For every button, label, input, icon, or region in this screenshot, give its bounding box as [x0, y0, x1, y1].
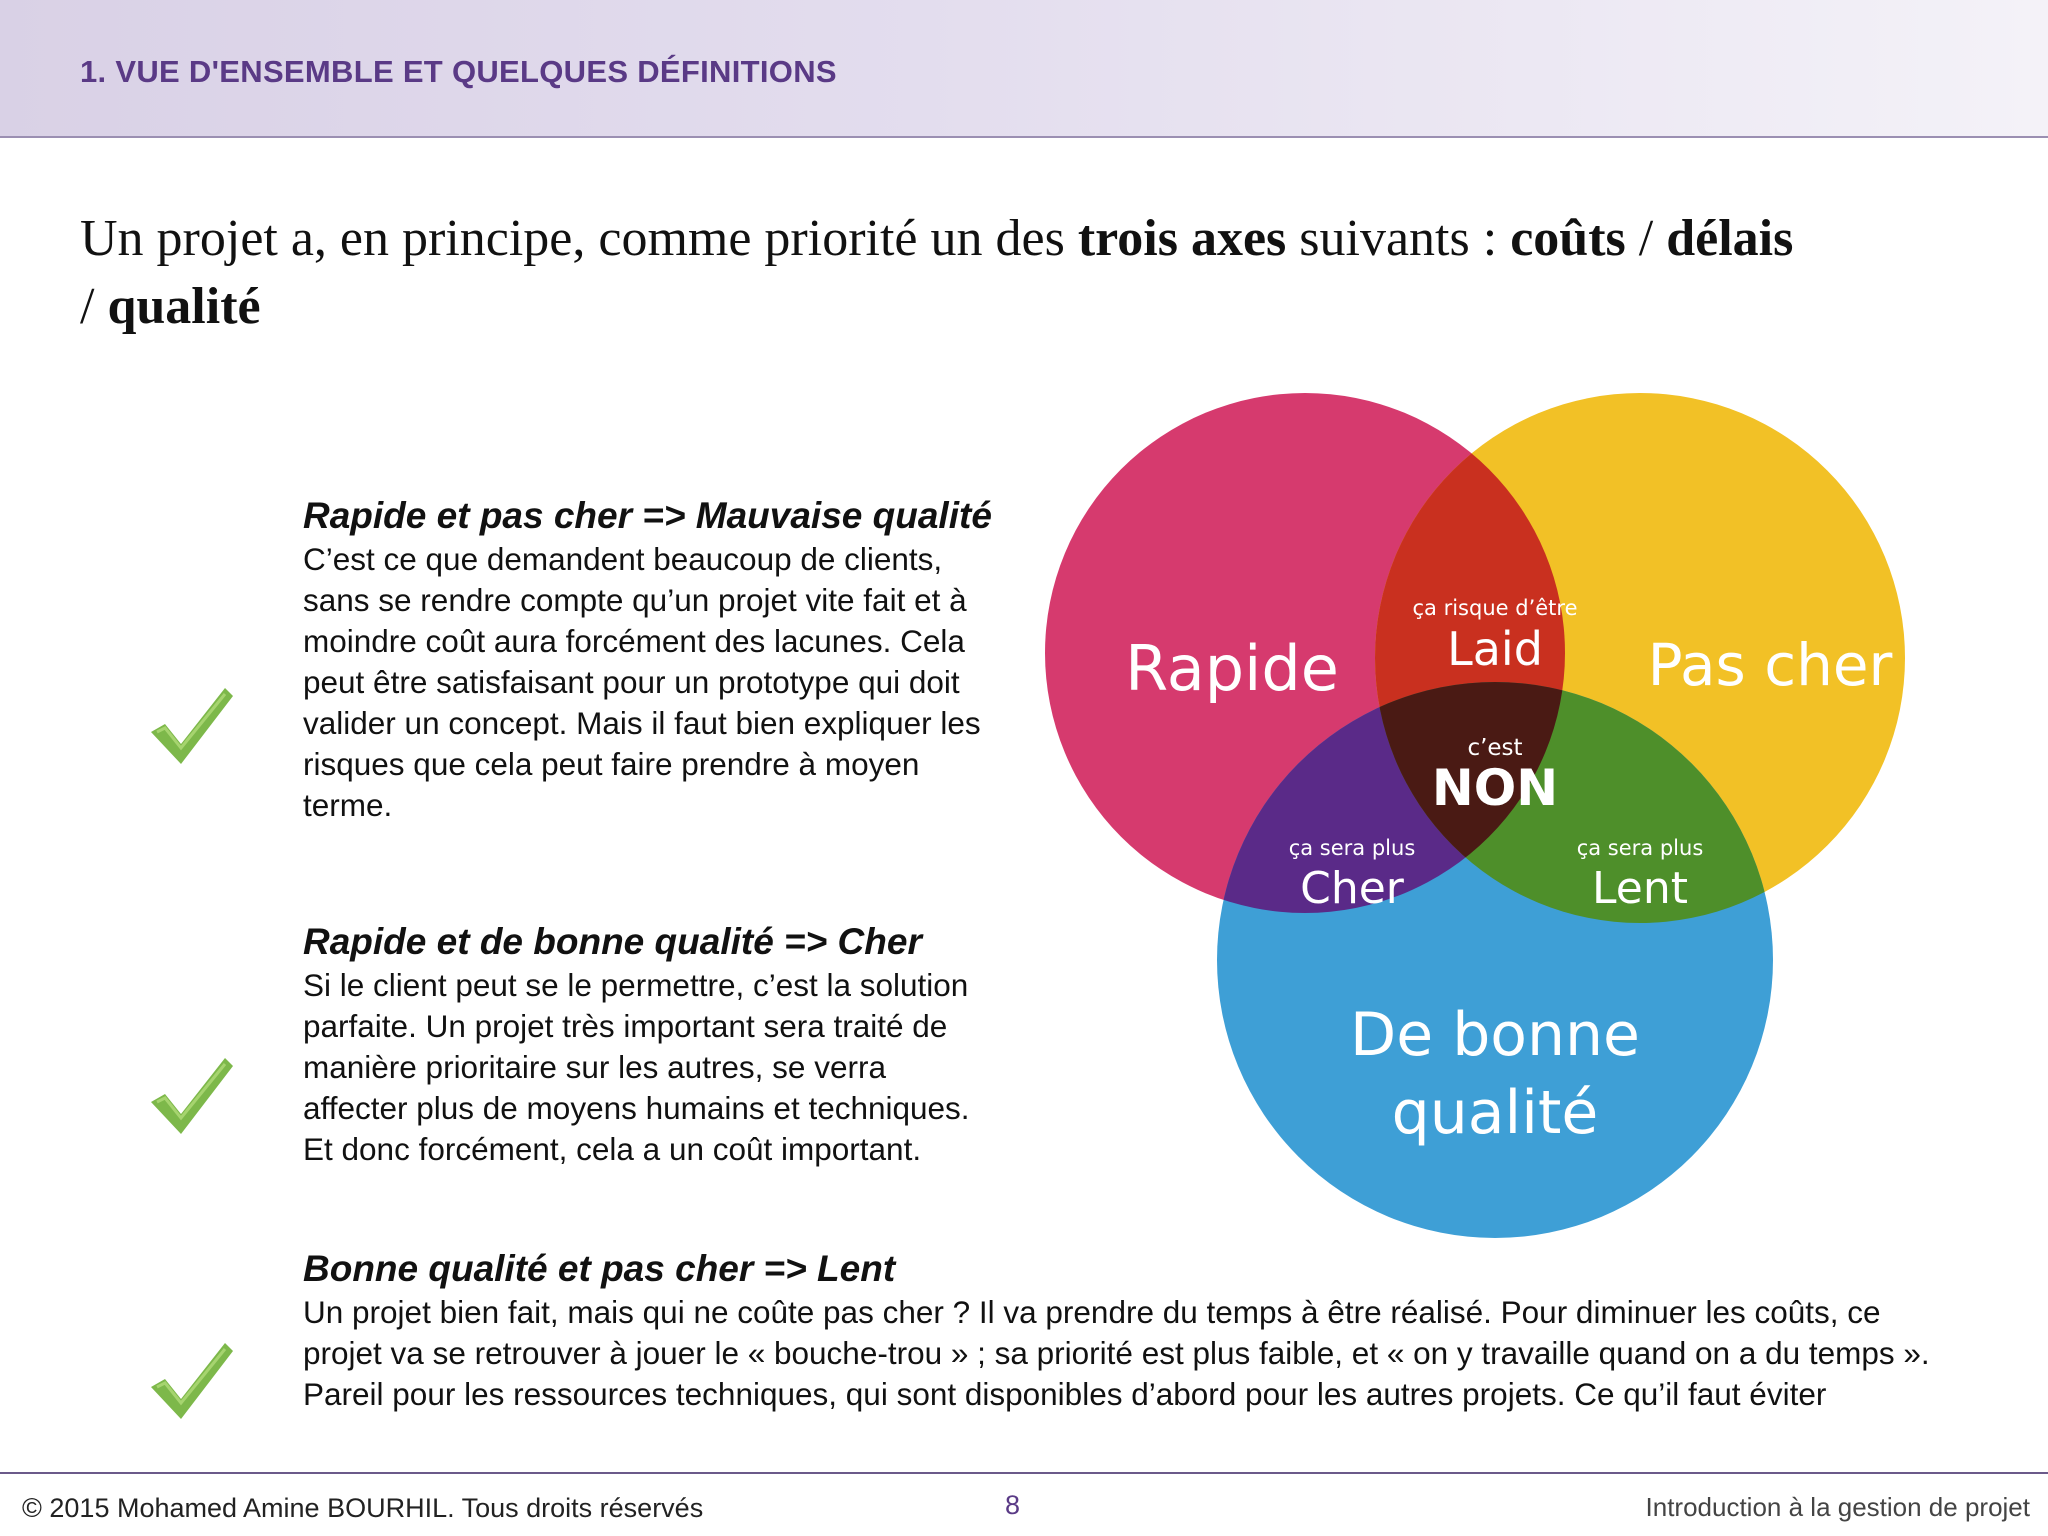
- label-cher: Cher: [1300, 863, 1404, 914]
- intro-separator-2: /: [80, 278, 108, 335]
- section-rapide-pas-cher: [303, 492, 1003, 826]
- section-title: 1. VUE D'ENSEMBLE ET QUELQUES DÉFINITIONS: [80, 54, 837, 89]
- label-laid-small: ça risque d’être: [1412, 596, 1578, 620]
- footer-divider: [0, 1472, 2048, 1474]
- label-lent: Lent: [1592, 863, 1688, 914]
- label-pas-cher: Pas cher: [1647, 631, 1893, 699]
- label-laid: Laid: [1447, 622, 1543, 676]
- intro-text-1: Un projet a, en principe, comme priorité un des: [80, 210, 1078, 267]
- label-bonne-line1: De bonne: [1350, 1000, 1640, 1070]
- section-body-rapide-pas-cher: C’est ce que demandent beaucoup de clients, sans se rendre compte qu’un projet vite fait et à moindre coût aura forcément des lacunes. Cela peut être satisfaisant pour un prototype qui doit valider un concept. Mais il faut bien expliquer les risques que cela peut faire prendre à moyen terme.: [303, 541, 981, 823]
- section-title-rapide-bonne-qualite: Rapide et de bonne qualité => Cher: [303, 921, 922, 962]
- label-non-small: c’est: [1467, 735, 1523, 761]
- section-body-rapide-bonne-qualite: Si le client peut se le permettre, c’est la solution parfaite. Un projet très important sera traité de manière prioritaire sur les autres, se verra affecter plus de moyens humains et techniques. Et donc forcément, cela a un coût important.: [303, 967, 970, 1167]
- intro-bold-couts: coûts: [1510, 210, 1626, 267]
- checkmark-icon: [145, 680, 235, 770]
- checkmark-icon: [145, 1050, 235, 1140]
- label-cher-small: ça sera plus: [1288, 836, 1416, 860]
- section-body-bonne-qualite-pas-cher: Un projet bien fait, mais qui ne coûte pas cher ? Il va prendre du temps à être réalisé. Pour diminuer les coûts, ce projet va se retrouver à jouer le « bouche-trou » ; sa priorité est plus faible, et « on y travaille quand on a du temps ». Pareil pour les ressources techniques, qui sont disponibles d’abord pour les autres projets. Ce qu’il faut éviter: [303, 1294, 1930, 1412]
- section-title-rapide-pas-cher: Rapide et pas cher => Mauvaise qualité: [303, 495, 992, 536]
- label-bonne-line2: qualité: [1391, 1078, 1599, 1148]
- footer-copyright: © 2015 Mohamed Amine BOURHIL. Tous droits réservés: [22, 1493, 704, 1523]
- intro-text-2: suivants :: [1286, 210, 1511, 267]
- intro-bold-axes: trois axes: [1077, 210, 1287, 267]
- page-number: 8: [1005, 1490, 1021, 1520]
- label-rapide: Rapide: [1125, 632, 1339, 705]
- intro-bold-qualite: qualité: [107, 278, 261, 335]
- label-non: NON: [1431, 759, 1559, 817]
- checkmark-icon: [145, 1335, 235, 1425]
- label-lent-small: ça sera plus: [1576, 836, 1704, 860]
- intro-separator-1: /: [1625, 210, 1667, 267]
- footer-course-title: Introduction à la gestion de projet: [1645, 1492, 2030, 1522]
- section-title-bonne-qualite-pas-cher: Bonne qualité et pas cher => Lent: [303, 1248, 896, 1289]
- intro-sentence: [80, 205, 1980, 341]
- section-rapide-bonne-qualite: [303, 918, 983, 1170]
- venn-diagram: [1040, 385, 1950, 1285]
- intro-bold-delais: délais: [1666, 210, 1794, 267]
